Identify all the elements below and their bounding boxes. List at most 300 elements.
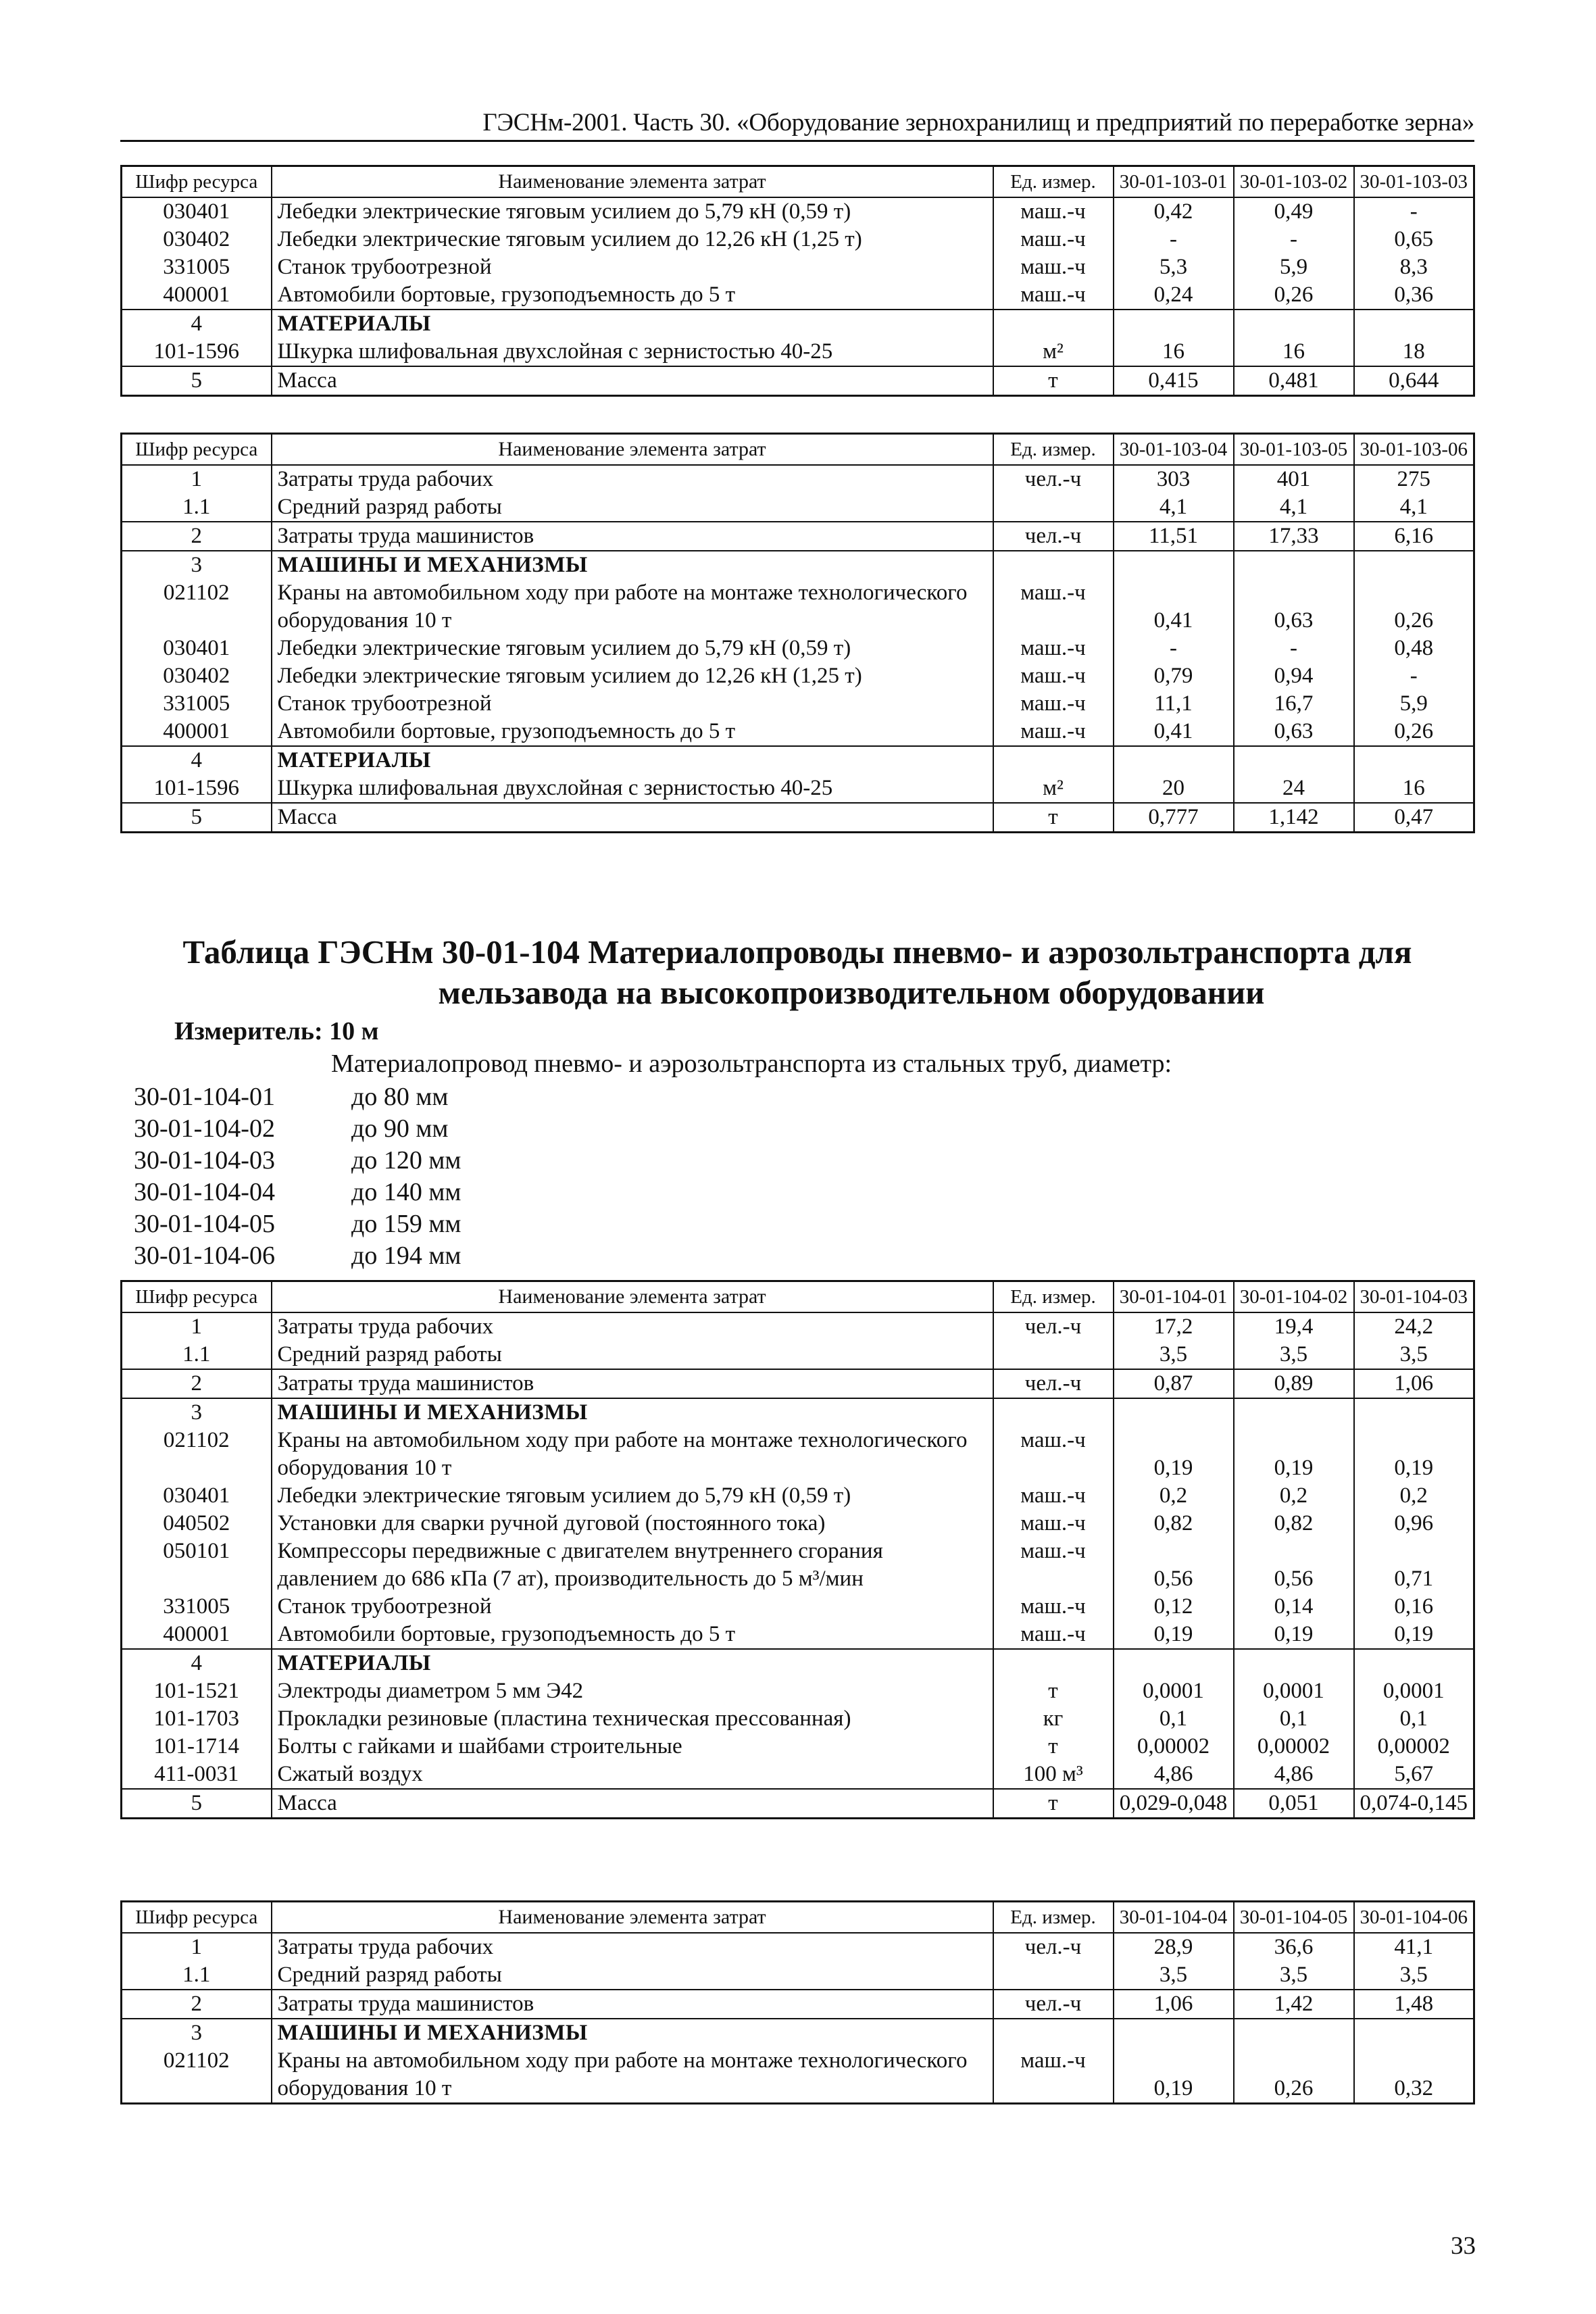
value-cell: [1234, 551, 1354, 579]
cost-element-name: Сжатый воздух: [272, 1761, 993, 1789]
unit-cell: [993, 1341, 1114, 1369]
header-col-2: 30-01-103-02: [1234, 166, 1354, 198]
unit-cell: маш.-ч: [993, 253, 1114, 281]
cost-element-name: Шкурка шлифовальная двухслойная с зернистостью 40-25: [272, 338, 993, 366]
value-cell: 0,19: [1234, 1621, 1354, 1649]
value-cell: 0,1: [1234, 1705, 1354, 1733]
value-cell: 28,9: [1114, 1933, 1234, 1961]
section-row: [122, 2019, 1474, 2047]
table-header-row: [122, 1902, 1474, 1934]
value-cell: 0,79: [1114, 662, 1234, 690]
resource-code: 101-1714: [122, 1733, 272, 1761]
unit-cell: маш.-ч: [993, 1510, 1114, 1537]
value-cell: [1234, 1649, 1354, 1677]
cost-element-name: Краны на автомобильном ходу при работе на монтаже технологического оборудования 10 т: [272, 1427, 993, 1482]
value-cell: 11,1: [1114, 690, 1234, 718]
table-row: [122, 1990, 1474, 2019]
unit-cell: т: [993, 1733, 1114, 1761]
unit-cell: чел.-ч: [993, 1312, 1114, 1341]
resource-code: 021102: [122, 579, 272, 635]
variant-text: до 194 мм: [351, 1241, 462, 1270]
value-cell: 0,00002: [1114, 1733, 1234, 1761]
value-cell: 0,0001: [1354, 1677, 1474, 1705]
value-cell: 17,2: [1114, 1312, 1234, 1341]
value-cell: 1,142: [1234, 803, 1354, 833]
table-row: [122, 1482, 1474, 1510]
header-code: Шифр ресурса: [122, 1902, 272, 1934]
unit-cell: чел.-ч: [993, 522, 1114, 551]
cost-element-name: Масса: [272, 803, 993, 833]
table-row: [122, 1341, 1474, 1369]
cost-element-name: Затраты труда рабочих: [272, 465, 993, 493]
header-col-1: 30-01-103-04: [1114, 434, 1234, 466]
value-cell: 4,1: [1234, 493, 1354, 522]
resource-code: 030401: [122, 197, 272, 226]
table-row: [122, 366, 1474, 396]
value-cell: [1234, 2019, 1354, 2047]
table-row: [122, 1537, 1474, 1593]
value-cell: 401: [1234, 465, 1354, 493]
header-col-3: 30-01-104-06: [1354, 1902, 1474, 1934]
value-cell: 0,82: [1234, 1510, 1354, 1537]
cost-element-name: Болты с гайками и шайбами строительные: [272, 1733, 993, 1761]
resource-code: 4: [122, 1649, 272, 1677]
value-cell: [1354, 1649, 1474, 1677]
unit-cell: маш.-ч: [993, 662, 1114, 690]
table-row: [122, 1933, 1474, 1961]
value-cell: 3,5: [1354, 1961, 1474, 1990]
cost-element-name: Затраты труда машинистов: [272, 1990, 993, 2019]
value-cell: 0,24: [1114, 281, 1234, 310]
unit-cell: [993, 493, 1114, 522]
unit-cell: маш.-ч: [993, 635, 1114, 662]
cost-element-name: МАТЕРИАЛЫ: [272, 746, 993, 774]
unit-cell: маш.-ч: [993, 1482, 1114, 1510]
value-cell: 0,26: [1234, 2047, 1354, 2104]
cost-element-name: Установки для сварки ручной дуговой (постоянного тока): [272, 1510, 993, 1537]
section-title-line-2: мельзавода на высокопроизводительном оборудовании: [438, 974, 1265, 1011]
header-col-2: 30-01-104-05: [1234, 1902, 1354, 1934]
cost-element-name: Прокладки резиновые (пластина техническая прессованная): [272, 1705, 993, 1733]
section-row: [122, 1398, 1474, 1427]
header-name: Наименование элемента затрат: [272, 166, 993, 198]
table-row: [122, 253, 1474, 281]
table-row: [122, 2047, 1474, 2104]
resource-code: 3: [122, 551, 272, 579]
unit-cell: [993, 2019, 1114, 2047]
resource-code: 331005: [122, 253, 272, 281]
resource-code: 030402: [122, 226, 272, 253]
value-cell: 0,19: [1114, 1427, 1234, 1482]
unit-cell: маш.-ч: [993, 1621, 1114, 1649]
value-cell: 0,2: [1234, 1482, 1354, 1510]
value-cell: [1114, 1649, 1234, 1677]
value-cell: 0,00002: [1354, 1733, 1474, 1761]
cost-element-name: Затраты труда машинистов: [272, 1369, 993, 1398]
value-cell: 3,5: [1354, 1341, 1474, 1369]
header-rule: [120, 140, 1474, 142]
value-cell: 0,48: [1354, 635, 1474, 662]
header-unit: Ед. измер.: [993, 1902, 1114, 1934]
list-item: [134, 1081, 461, 1113]
value-cell: -: [1114, 226, 1234, 253]
resource-code: 5: [122, 803, 272, 833]
section-row: [122, 746, 1474, 774]
unit-cell: [993, 551, 1114, 579]
table-row: [122, 197, 1474, 226]
value-cell: 16: [1114, 338, 1234, 366]
value-cell: 41,1: [1354, 1933, 1474, 1961]
value-cell: [1114, 746, 1234, 774]
value-cell: 4,86: [1114, 1761, 1234, 1789]
value-cell: 0,0001: [1234, 1677, 1354, 1705]
cost-table-103-04: [120, 433, 1475, 833]
cost-element-name: МАШИНЫ И МЕХАНИЗМЫ: [272, 1398, 993, 1427]
table-row: [122, 1621, 1474, 1649]
cost-element-name: Средний разряд работы: [272, 493, 993, 522]
cost-element-name: Затраты труда машинистов: [272, 522, 993, 551]
value-cell: 0,12: [1114, 1593, 1234, 1621]
value-cell: [1234, 746, 1354, 774]
table-row: [122, 1593, 1474, 1621]
resource-code: 030402: [122, 662, 272, 690]
unit-cell: чел.-ч: [993, 465, 1114, 493]
value-cell: 0,26: [1354, 579, 1474, 635]
section-row: [122, 1649, 1474, 1677]
header-col-1: 30-01-104-01: [1114, 1281, 1234, 1313]
value-cell: 0,415: [1114, 366, 1234, 396]
value-cell: 0,56: [1234, 1537, 1354, 1593]
resource-code: 2: [122, 1369, 272, 1398]
table-row: [122, 579, 1474, 635]
value-cell: 0,14: [1234, 1593, 1354, 1621]
list-item: [134, 1145, 461, 1177]
page-number: 33: [1451, 2232, 1476, 2260]
value-cell: 11,51: [1114, 522, 1234, 551]
value-cell: -: [1354, 662, 1474, 690]
cost-element-name: МАТЕРИАЛЫ: [272, 1649, 993, 1677]
header-name: Наименование элемента затрат: [272, 1902, 993, 1934]
value-cell: 4,1: [1114, 493, 1234, 522]
value-cell: 0,2: [1354, 1482, 1474, 1510]
value-cell: 4,1: [1354, 493, 1474, 522]
table-row: [122, 718, 1474, 746]
resource-code: 101-1521: [122, 1677, 272, 1705]
table-row: [122, 1789, 1474, 1819]
value-cell: 0,63: [1234, 579, 1354, 635]
cost-element-name: Компрессоры передвижные с двигателем внутреннего сгорания давлением до 686 кПа (7 ат), производительность до 5 м³/мин: [272, 1537, 993, 1593]
unit-cell: маш.-ч: [993, 226, 1114, 253]
variant-text: до 120 мм: [351, 1146, 462, 1175]
value-cell: 0,65: [1354, 226, 1474, 253]
table-row: [122, 1761, 1474, 1789]
cost-element-name: МАШИНЫ И МЕХАНИЗМЫ: [272, 551, 993, 579]
value-cell: 0,89: [1234, 1369, 1354, 1398]
unit-cell: маш.-ч: [993, 281, 1114, 310]
unit-cell: маш.-ч: [993, 718, 1114, 746]
value-cell: 0,42: [1114, 197, 1234, 226]
cost-element-name: Станок трубоотрезной: [272, 1593, 993, 1621]
value-cell: [1234, 310, 1354, 338]
cost-element-name: Масса: [272, 366, 993, 396]
resource-code: 411-0031: [122, 1761, 272, 1789]
value-cell: 36,6: [1234, 1933, 1354, 1961]
header-name: Наименование элемента затрат: [272, 434, 993, 466]
resource-code: 1.1: [122, 1961, 272, 1990]
value-cell: 17,33: [1234, 522, 1354, 551]
header-col-3: 30-01-103-03: [1354, 166, 1474, 198]
cost-element-name: Затраты труда рабочих: [272, 1312, 993, 1341]
resource-code: 400001: [122, 718, 272, 746]
value-cell: 3,5: [1114, 1961, 1234, 1990]
cost-table-104-01: [120, 1280, 1475, 1819]
variant-code: 30-01-104-01: [134, 1083, 275, 1111]
header-col-2: 30-01-103-05: [1234, 434, 1354, 466]
cost-element-name: Электроды диаметром 5 мм Э42: [272, 1677, 993, 1705]
resource-code: 1.1: [122, 1341, 272, 1369]
cost-element-name: Станок трубоотрезной: [272, 253, 993, 281]
header-col-1: 30-01-104-04: [1114, 1902, 1234, 1934]
unit-cell: кг: [993, 1705, 1114, 1733]
list-item: [134, 1177, 461, 1208]
unit-cell: чел.-ч: [993, 1990, 1114, 2019]
table-row: [122, 338, 1474, 366]
cost-table-104-04: [120, 1900, 1475, 2104]
unit-cell: [993, 1398, 1114, 1427]
table-row: [122, 465, 1474, 493]
value-cell: 24,2: [1354, 1312, 1474, 1341]
resource-code: 3: [122, 2019, 272, 2047]
table-row: [122, 662, 1474, 690]
cost-element-name: Затраты труда рабочих: [272, 1933, 993, 1961]
variant-code: 30-01-104-03: [134, 1146, 275, 1175]
resource-code: 2: [122, 522, 272, 551]
value-cell: [1354, 551, 1474, 579]
value-cell: 0,1: [1114, 1705, 1234, 1733]
table-row: [122, 1677, 1474, 1705]
value-cell: 1,48: [1354, 1990, 1474, 2019]
value-cell: 16: [1354, 774, 1474, 803]
resource-code: 4: [122, 746, 272, 774]
resource-code: 021102: [122, 2047, 272, 2104]
header-unit: Ед. измер.: [993, 166, 1114, 198]
value-cell: [1354, 310, 1474, 338]
unit-cell: [993, 1649, 1114, 1677]
intro-text: Материалопровод пневмо- и аэрозольтранспорта из стальных труб, диаметр:: [331, 1050, 1172, 1078]
header-col-2: 30-01-104-02: [1234, 1281, 1354, 1313]
cost-element-name: МАТЕРИАЛЫ: [272, 310, 993, 338]
value-cell: 1,42: [1234, 1990, 1354, 2019]
cost-element-name: Автомобили бортовые, грузоподъемность до 5 т: [272, 281, 993, 310]
variant-code: 30-01-104-05: [134, 1210, 275, 1238]
resource-code: 040502: [122, 1510, 272, 1537]
value-cell: 3,5: [1114, 1341, 1234, 1369]
unit-cell: маш.-ч: [993, 1427, 1114, 1482]
cost-element-name: Автомобили бортовые, грузоподъемность до 5 т: [272, 718, 993, 746]
section-row: [122, 551, 1474, 579]
resource-code: 101-1596: [122, 338, 272, 366]
value-cell: 1,06: [1114, 1990, 1234, 2019]
value-cell: -: [1234, 226, 1354, 253]
resource-code: 5: [122, 366, 272, 396]
header-code: Шифр ресурса: [122, 434, 272, 466]
value-cell: 0,47: [1354, 803, 1474, 833]
resource-code: 5: [122, 1789, 272, 1819]
value-cell: [1234, 1398, 1354, 1427]
value-cell: 0,0001: [1114, 1677, 1234, 1705]
variant-text: до 80 мм: [351, 1083, 449, 1111]
unit-cell: маш.-ч: [993, 2047, 1114, 2104]
value-cell: 16,7: [1234, 690, 1354, 718]
unit-cell: т: [993, 803, 1114, 833]
resource-code: 400001: [122, 281, 272, 310]
value-cell: 0,481: [1234, 366, 1354, 396]
value-cell: 5,67: [1354, 1761, 1474, 1789]
value-cell: 0,26: [1354, 718, 1474, 746]
value-cell: -: [1114, 635, 1234, 662]
resource-code: 030401: [122, 1482, 272, 1510]
cost-element-name: Лебедки электрические тяговым усилием до 12,26 кН (1,25 т): [272, 662, 993, 690]
variant-code: 30-01-104-04: [134, 1178, 275, 1206]
list-item: [134, 1113, 461, 1145]
section-title-line-1: Таблица ГЭСНм 30-01-104 Материалопроводы пневмо- и аэрозольтранспорта для: [182, 933, 1412, 970]
table-row: [122, 774, 1474, 803]
cost-element-name: Лебедки электрические тяговым усилием до 5,79 кН (0,59 т): [272, 635, 993, 662]
value-cell: 0,19: [1114, 1621, 1234, 1649]
unit-cell: м²: [993, 774, 1114, 803]
value-cell: 0,63: [1234, 718, 1354, 746]
value-cell: -: [1234, 635, 1354, 662]
value-cell: 0,56: [1114, 1537, 1234, 1593]
table-header-row: [122, 434, 1474, 466]
value-cell: 0,19: [1114, 2047, 1234, 2104]
value-cell: 303: [1114, 465, 1234, 493]
cost-element-name: Лебедки электрические тяговым усилием до 12,26 кН (1,25 т): [272, 226, 993, 253]
header-col-3: 30-01-103-06: [1354, 434, 1474, 466]
cost-element-name: Краны на автомобильном ходу при работе на монтаже технологического оборудования 10 т: [272, 579, 993, 635]
value-cell: 18: [1354, 338, 1474, 366]
table-row: [122, 1705, 1474, 1733]
value-cell: 0,94: [1234, 662, 1354, 690]
table-row: [122, 1427, 1474, 1482]
unit-cell: т: [993, 366, 1114, 396]
value-cell: 0,87: [1114, 1369, 1234, 1398]
value-cell: 0,2: [1114, 1482, 1234, 1510]
unit-cell: [993, 1961, 1114, 1990]
value-cell: 0,49: [1234, 197, 1354, 226]
value-cell: 16: [1234, 338, 1354, 366]
value-cell: 4,86: [1234, 1761, 1354, 1789]
value-cell: 0,19: [1354, 1621, 1474, 1649]
variant-text: до 159 мм: [351, 1210, 462, 1238]
unit-cell: 100 м³: [993, 1761, 1114, 1789]
value-cell: [1354, 1398, 1474, 1427]
cost-element-name: Автомобили бортовые, грузоподъемность до 5 т: [272, 1621, 993, 1649]
resource-code: 331005: [122, 690, 272, 718]
meter-label: Измеритель: 10 м: [174, 1017, 379, 1045]
unit-cell: маш.-ч: [993, 197, 1114, 226]
value-cell: 8,3: [1354, 253, 1474, 281]
value-cell: 0,19: [1234, 1427, 1354, 1482]
value-cell: [1354, 746, 1474, 774]
unit-cell: чел.-ч: [993, 1369, 1114, 1398]
cost-table-103-01: [120, 165, 1475, 397]
variant-text: до 140 мм: [351, 1178, 462, 1206]
header-code: Шифр ресурса: [122, 166, 272, 198]
value-cell: [1114, 310, 1234, 338]
value-cell: 0,96: [1354, 1510, 1474, 1537]
resource-code: 4: [122, 310, 272, 338]
unit-cell: м²: [993, 338, 1114, 366]
unit-cell: т: [993, 1789, 1114, 1819]
unit-cell: [993, 746, 1114, 774]
resource-code: 3: [122, 1398, 272, 1427]
value-cell: 6,16: [1354, 522, 1474, 551]
value-cell: 3,5: [1234, 1961, 1354, 1990]
cost-element-name: Средний разряд работы: [272, 1961, 993, 1990]
table-header-row: [122, 1281, 1474, 1313]
variant-code: 30-01-104-06: [134, 1241, 275, 1270]
list-item: [134, 1208, 461, 1240]
variant-code: 30-01-104-02: [134, 1114, 275, 1143]
value-cell: 0,41: [1114, 579, 1234, 635]
value-cell: 0,00002: [1234, 1733, 1354, 1761]
value-cell: [1114, 1398, 1234, 1427]
value-cell: 5,9: [1234, 253, 1354, 281]
cost-element-name: Лебедки электрические тяговым усилием до 5,79 кН (0,59 т): [272, 1482, 993, 1510]
table-row: [122, 522, 1474, 551]
table-row: [122, 1510, 1474, 1537]
resource-code: 101-1596: [122, 774, 272, 803]
header-code: Шифр ресурса: [122, 1281, 272, 1313]
unit-cell: чел.-ч: [993, 1933, 1114, 1961]
value-cell: 20: [1114, 774, 1234, 803]
value-cell: 5,9: [1354, 690, 1474, 718]
cost-element-name: Станок трубоотрезной: [272, 690, 993, 718]
value-cell: 0,71: [1354, 1537, 1474, 1593]
unit-cell: [993, 310, 1114, 338]
table-row: [122, 1733, 1474, 1761]
table-row: [122, 1961, 1474, 1990]
unit-cell: маш.-ч: [993, 579, 1114, 635]
unit-cell: маш.-ч: [993, 1537, 1114, 1593]
header-col-3: 30-01-104-03: [1354, 1281, 1474, 1313]
value-cell: 0,644: [1354, 366, 1474, 396]
running-header: ГЭСНм-2001. Часть 30. «Оборудование зернохранилищ и предприятий по переработке зерна»: [482, 109, 1474, 137]
table-row: [122, 1369, 1474, 1398]
cost-element-name: Средний разряд работы: [272, 1341, 993, 1369]
cost-element-name: Масса: [272, 1789, 993, 1819]
cost-element-name: МАШИНЫ И МЕХАНИЗМЫ: [272, 2019, 993, 2047]
table-row: [122, 281, 1474, 310]
value-cell: 19,4: [1234, 1312, 1354, 1341]
resource-code: 2: [122, 1990, 272, 2019]
table-row: [122, 493, 1474, 522]
header-name: Наименование элемента затрат: [272, 1281, 993, 1313]
value-cell: 0,051: [1234, 1789, 1354, 1819]
resource-code: 030401: [122, 635, 272, 662]
value-cell: [1354, 2019, 1474, 2047]
variant-list: [134, 1081, 461, 1272]
table-row: [122, 226, 1474, 253]
section-row: [122, 310, 1474, 338]
value-cell: 0,1: [1354, 1705, 1474, 1733]
table-header-row: [122, 166, 1474, 198]
value-cell: 5,3: [1114, 253, 1234, 281]
table-row: [122, 690, 1474, 718]
resource-code: 050101: [122, 1537, 272, 1593]
header-col-1: 30-01-103-01: [1114, 166, 1234, 198]
